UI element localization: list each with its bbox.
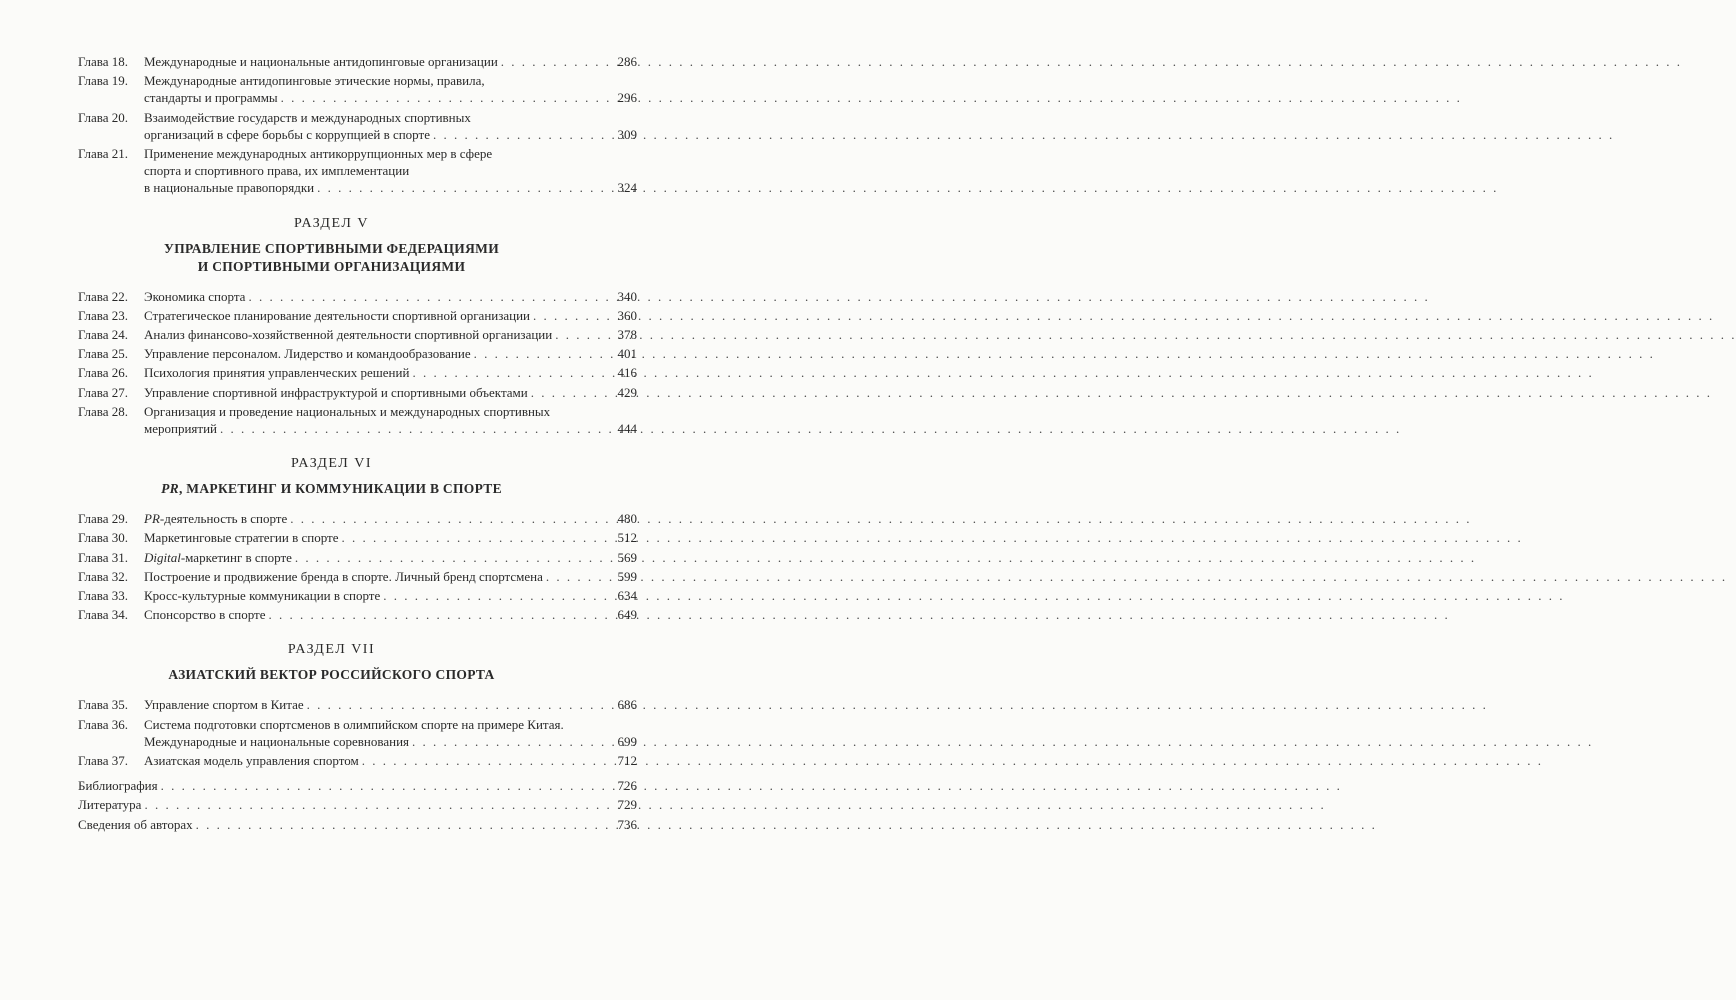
toc-entry-authors[interactable]	[78, 816, 637, 833]
dot-leader	[555, 326, 614, 343]
page-number: 444	[617, 421, 637, 437]
dot-leader	[474, 345, 615, 362]
chapter-label: Глава 27.	[78, 384, 129, 400]
dot-leader	[531, 384, 615, 401]
toc-entry-32[interactable]	[78, 568, 637, 585]
chapter-label: Глава 23.	[78, 307, 129, 323]
chapter-label: Глава 24.	[78, 327, 129, 343]
page-number: 429	[617, 384, 637, 400]
section-title	[26, 480, 637, 498]
chapter-title: Анализ финансово-хозяйственной деятельности спортивной организации	[144, 327, 553, 343]
section-7-heading	[26, 642, 637, 684]
page-number: 324	[617, 180, 637, 196]
chapter-label: Глава 37.	[78, 753, 129, 769]
dot-leader	[412, 733, 614, 750]
chapter-title: организаций в сфере борьбы с коррупцией в спорте	[144, 126, 430, 142]
page-number: 729	[617, 797, 637, 813]
chapter-label: Глава 32.	[78, 568, 129, 584]
section-title	[26, 240, 637, 276]
page-number: 712	[617, 753, 637, 769]
chapter-title: Управление спортом в Китае	[144, 697, 304, 713]
page-number: 360	[617, 307, 637, 323]
toc-entry-20[interactable]	[78, 109, 637, 143]
chapter-title: Спонсорство в спорте	[144, 607, 266, 623]
chapter-label: Глава 30.	[78, 530, 129, 546]
toc-entry-36[interactable]	[78, 716, 637, 750]
page-number: 340	[617, 288, 637, 304]
page-number: 726	[617, 778, 637, 794]
dot-leader	[281, 89, 615, 106]
dot-leader	[317, 179, 614, 196]
section-title-rest: , МАРКЕТИНГ И КОММУНИКАЦИИ В СПОРТЕ	[178, 481, 502, 497]
section-title-line: И СПОРТИВНЫМИ ОРГАНИЗАЦИЯМИ	[197, 258, 466, 274]
dot-leader	[341, 529, 614, 546]
dot-leader	[533, 307, 614, 324]
dot-leader	[412, 364, 614, 381]
toc-page	[0, 0, 663, 1000]
dot-leader	[295, 549, 615, 566]
chapter-title: Кросс-культурные коммуникации в спорте	[144, 588, 381, 604]
section-title-italic: PR	[161, 481, 179, 497]
dot-leader	[161, 777, 615, 794]
page-number: 686	[617, 697, 637, 713]
page-number: 480	[617, 511, 637, 527]
chapter-title: стандарты и программы	[144, 90, 278, 106]
chapter-label: Глава 28.	[78, 403, 129, 419]
dot-leader	[290, 510, 614, 527]
dot-leader	[383, 587, 614, 604]
chapter-title-line: Система подготовки спортсменов в олимпийском спорте на примере Китая.	[144, 716, 564, 732]
chapter-title: Международные и национальные соревнования	[144, 733, 410, 749]
chapter-label: Глава 31.	[78, 549, 129, 565]
toc-entry-34[interactable]	[78, 606, 637, 623]
toc-entry-26[interactable]	[78, 364, 637, 381]
entry-title: Сведения об авторах	[78, 816, 193, 832]
chapter-title: в национальные правопорядки	[144, 180, 315, 196]
toc-entry-19[interactable]	[78, 72, 637, 106]
dot-leader	[433, 126, 615, 143]
chapter-label: Глава 21.	[78, 146, 129, 162]
toc-entry-31[interactable]	[78, 549, 637, 566]
chapter-label: Глава 19.	[78, 73, 129, 89]
chapter-title: Экономика спорта	[144, 288, 246, 304]
dot-leader	[220, 420, 615, 437]
section-title-line: УПРАВЛЕНИЕ СПОРТИВНЫМИ ФЕДЕРАЦИЯМИ	[163, 240, 499, 256]
chapter-label: Глава 26.	[78, 365, 129, 381]
toc-entry-21[interactable]	[78, 145, 637, 197]
chapter-title-rest: -маркетинг в спорте	[180, 549, 292, 565]
chapter-title-italic: Digital	[144, 549, 181, 565]
page-number: 512	[617, 530, 637, 546]
section-number: РАЗДЕЛ VII	[287, 642, 376, 658]
toc-entry-25[interactable]	[78, 345, 637, 362]
toc-entry-literature[interactable]	[78, 796, 637, 813]
toc-entry-30[interactable]	[78, 529, 637, 546]
chapter-title: Построение и продвижение бренда в спорте. Личный бренд спортсмена	[144, 568, 543, 584]
toc-entry-35[interactable]	[78, 696, 637, 713]
page-number: 401	[617, 346, 637, 362]
chapter-label: Глава 35.	[78, 697, 129, 713]
chapter-label: Глава 34.	[78, 607, 129, 623]
chapter-title-line: Организация и проведение национальных и международных спортивных	[144, 403, 551, 419]
toc-entry-29[interactable]	[78, 510, 637, 527]
chapter-title-line: Международные антидопинговые этические нормы, правила,	[144, 73, 485, 89]
section-number: РАЗДЕЛ V	[294, 215, 369, 231]
entry-title: Литература	[78, 797, 142, 813]
chapter-label: Глава 25.	[78, 346, 129, 362]
section-title: АЗИАТСКИЙ ВЕКТОР РОССИЙСКОГО СПОРТА	[168, 667, 495, 683]
dot-leader	[196, 816, 615, 833]
chapter-label: Глава 36.	[78, 716, 129, 732]
back-matter	[78, 777, 637, 833]
chapter-title	[144, 549, 292, 566]
chapter-title: Стратегическое планирование деятельности спортивной организации	[144, 307, 531, 323]
page-number: 736	[617, 816, 637, 832]
toc-entry-24[interactable]	[78, 326, 637, 343]
chapter-title	[144, 510, 287, 527]
toc-entry-18[interactable]	[78, 53, 637, 70]
dot-leader	[269, 606, 615, 623]
toc-entry-23[interactable]	[78, 307, 637, 324]
chapter-title: Азиатская модель управления спортом	[144, 753, 359, 769]
chapter-label: Глава 33.	[78, 588, 129, 604]
chapter-title: Международные и национальные антидопинговые организации	[144, 54, 498, 69]
chapter-title: Управление персоналом. Лидерство и командообразование	[144, 346, 471, 362]
chapter-title-line: Применение международных антикоррупционных мер в сфере	[144, 146, 493, 162]
page-number: 699	[617, 733, 637, 749]
chapter-title-line: Взаимодействие государств и международных спортивных	[144, 109, 471, 125]
page-number: 286	[617, 54, 637, 69]
toc-entry-27[interactable]	[78, 384, 637, 401]
dot-leader	[144, 796, 614, 813]
dot-leader	[248, 288, 614, 305]
chapter-label: Глава 18.	[78, 54, 129, 69]
toc-entry-22[interactable]	[78, 288, 637, 305]
section-5-heading	[26, 216, 637, 276]
page-number: 309	[617, 126, 637, 142]
chapter-label: Глава 29.	[78, 511, 129, 527]
toc-entry-37[interactable]	[78, 752, 637, 769]
dot-leader	[362, 752, 615, 769]
chapter-label: Глава 22.	[78, 288, 129, 304]
dot-leader	[307, 696, 615, 713]
chapter-title-rest: -деятельность в спорте	[159, 511, 288, 527]
chapter-title: Маркетинговые стратегии в спорте	[144, 530, 339, 546]
section-6-heading	[26, 456, 637, 498]
toc-entry-33[interactable]	[78, 587, 637, 604]
chapter-title-line: спорта и спортивного права, их имплементации	[144, 163, 410, 179]
page-number: 599	[617, 568, 637, 584]
chapter-title-italic: PR	[144, 511, 160, 527]
dot-leader	[501, 53, 615, 70]
chapter-title: мероприятий	[144, 421, 217, 437]
section-number: РАЗДЕЛ VI	[290, 456, 373, 472]
chapter-label: Глава 20.	[78, 109, 129, 125]
page-number: 378	[617, 327, 637, 343]
page-number: 416	[617, 365, 637, 381]
entry-title: Библиография	[78, 778, 158, 794]
toc-entry-bibliography[interactable]	[78, 777, 637, 794]
page-number: 649	[617, 607, 637, 623]
dot-leader	[546, 568, 615, 585]
toc-entry-28[interactable]	[78, 403, 637, 437]
chapter-title: Психология принятия управленческих решений	[144, 365, 410, 381]
page-number: 296	[617, 90, 637, 106]
chapter-title: Управление спортивной инфраструктурой и спортивными объектами	[144, 384, 528, 400]
page-number: 634	[617, 588, 637, 604]
page-number: 569	[617, 549, 637, 565]
